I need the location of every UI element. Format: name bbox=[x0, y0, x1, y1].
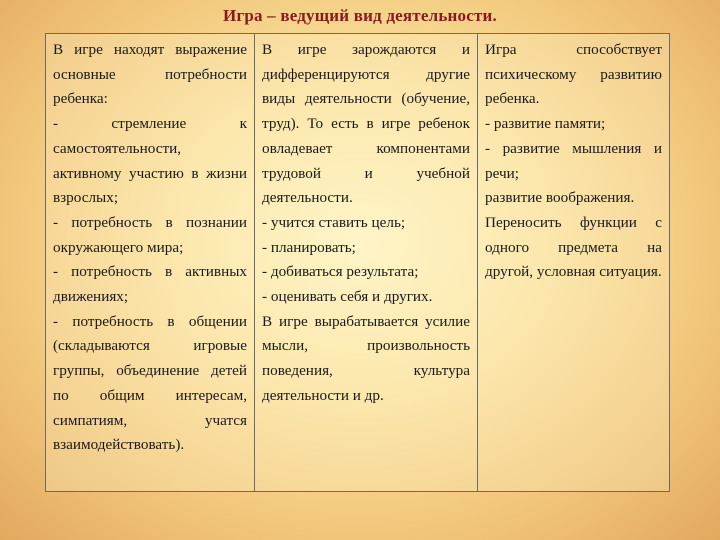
table-column-development bbox=[477, 34, 669, 491]
table-paragraph: - планировать; bbox=[262, 238, 356, 256]
table-column-needs bbox=[46, 34, 254, 491]
table-paragraph: В игре зарождаются и дифференцируются другие виды деятельности (обучение, труд). То есть в игре ребенок овладевает компонентами трудовой и учебной деятельности. bbox=[262, 41, 470, 207]
table-paragraph: - добиваться результата; bbox=[262, 263, 419, 281]
table-paragraph: - развитие памяти; bbox=[485, 115, 606, 133]
table-paragraph: - стремление к самостоятельности, активному участию в жизни взрослых; bbox=[53, 115, 247, 207]
table-column-activities bbox=[254, 34, 477, 491]
slide-title: Игра – ведущий вид деятельности. bbox=[223, 6, 497, 25]
table-paragraph: - потребность в активных движениях; bbox=[53, 263, 247, 306]
content-table bbox=[45, 33, 670, 492]
table-paragraph: В игре вырабатывается усилие мысли, произвольность поведения, культура деятельности и др. bbox=[262, 312, 470, 404]
table-paragraph: Игра способствует психическому развитию ребенка. bbox=[485, 41, 662, 108]
table-paragraph: - развитие мышления и речи; bbox=[485, 139, 662, 182]
table-paragraph: - потребность в общении (складываются игровые группы, объединение детей по общим интересам, симпатиям, учатся взаимодействовать). bbox=[53, 312, 247, 454]
table-paragraph: - оценивать себя и других. bbox=[262, 288, 433, 306]
table-paragraph: Переносить функции с одного предмета на другой, условная ситуация. bbox=[485, 213, 662, 281]
table-paragraph: - потребность в познании окружающего мира; bbox=[53, 213, 247, 256]
table-paragraph: В игре находят выражение основные потребности ребенка: bbox=[53, 41, 247, 108]
table-paragraph: развитие воображения. bbox=[485, 189, 635, 207]
table-paragraph: - учится ставить цель; bbox=[262, 213, 406, 231]
